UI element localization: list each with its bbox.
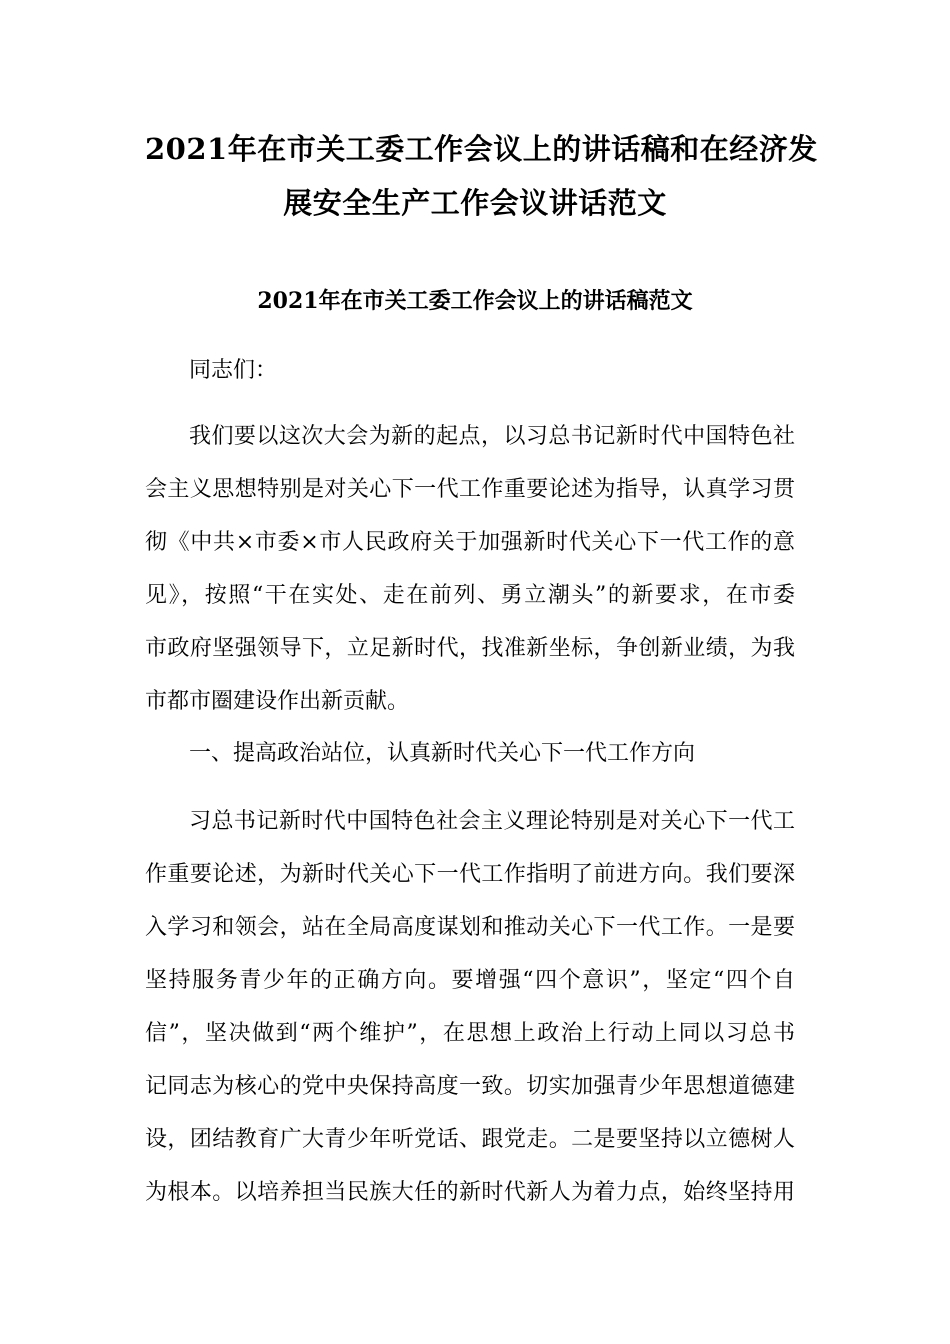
paragraph-1-line: 彻《中共×市委×市人民政府关于加强新时代关心下一代工作的意 xyxy=(145,530,795,555)
paragraph-2-line: 信”，坚决做到“两个维护”，在思想上政治上行动上同以习总书 xyxy=(145,1021,795,1046)
section-heading-1-text: 一、提高政治站位，认真新时代关心下一代工作方向 xyxy=(189,741,696,766)
salutation-text: 同志们： xyxy=(189,358,278,383)
salutation xyxy=(145,344,795,397)
paragraph-1-line: 市都市圈建设作出新贡献。 xyxy=(145,689,410,714)
paragraph-2-line: 作重要论述，为新时代关心下一代工作指明了前进方向。我们要深 xyxy=(145,862,795,887)
paragraph-1 xyxy=(145,410,795,728)
paragraph-2-line: 坚持服务青少年的正确方向。要增强“四个意识”，坚定“四个自 xyxy=(145,968,795,993)
paragraph-2 xyxy=(145,795,795,1219)
paragraph-2-line: 记同志为核心的党中央保持高度一致。切实加强青少年思想道德建 xyxy=(145,1074,795,1099)
paragraph-1-line: 我们要以这次大会为新的起点，以习总书记新时代中国特色社 xyxy=(189,424,795,449)
document-title-line-1: 2021年在市关工委工作会议上的讲话稿和在经济发 xyxy=(145,132,818,166)
section-heading-1 xyxy=(145,727,795,780)
paragraph-2-line: 入学习和领会，站在全局高度谋划和推动关心下一代工作。一是要 xyxy=(145,915,795,940)
paragraph-2-line: 设，团结教育广大青少年听党话、跟党走。二是要坚持以立德树人 xyxy=(145,1127,795,1152)
document-title-line-2: 展安全生产工作会议讲话范文 xyxy=(283,186,667,220)
document-title xyxy=(145,122,818,230)
paragraph-2-line: 习总书记新时代中国特色社会主义理论特别是对关心下一代工 xyxy=(189,809,795,834)
paragraph-1-line: 市政府坚强领导下，立足新时代，找准新坐标，争创新业绩，为我 xyxy=(145,636,795,661)
paragraph-1-line: 见》，按照“干在实处、走在前列、勇立潮头”的新要求，在市委 xyxy=(145,583,795,608)
paragraph-1-line: 会主义思想特别是对关心下一代工作重要论述为指导，认真学习贯 xyxy=(145,477,795,502)
paragraph-2-line: 为根本。以培养担当民族大任的新时代新人为着力点，始终坚持用 xyxy=(145,1180,795,1205)
speech-subtitle: 2021年在市关工委工作会议上的讲话稿范文 xyxy=(257,288,693,314)
